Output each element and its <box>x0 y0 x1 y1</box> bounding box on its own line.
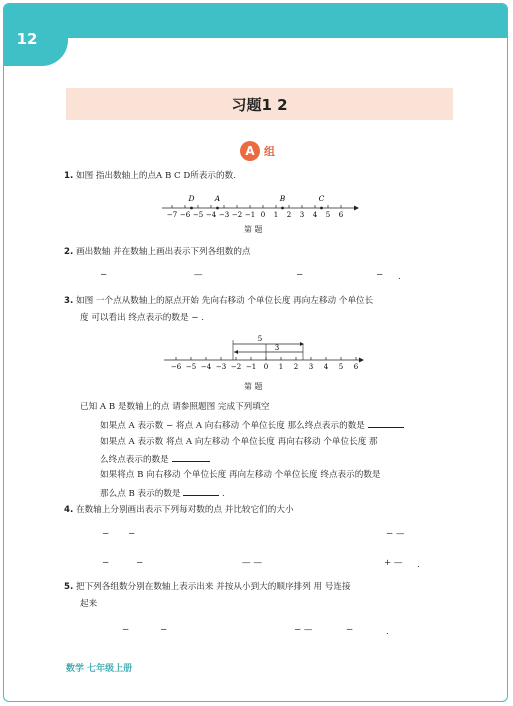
group-label: 组 <box>264 145 275 158</box>
q4-row1-item-2: − <box>128 529 136 539</box>
q5-line1: 把下列各组数分别在数轴上表示出来 并按从小到大的顺序排列 用 号连接 <box>75 582 351 592</box>
section-title: 习题1 2 <box>231 95 288 114</box>
q1-tick-label: 6 <box>338 211 344 219</box>
q3-tick-label: 1 <box>278 363 284 371</box>
q4-row1-item-1: − <box>102 529 110 539</box>
q3-tick-label: −5 <box>185 363 197 371</box>
q1-tick-label: −4 <box>205 211 217 219</box>
q3-tick-label: −1 <box>245 363 257 371</box>
q3-sub3b <box>100 486 225 501</box>
q4-number: 4. <box>64 505 74 515</box>
q1-tick-label: 1 <box>273 211 279 219</box>
q3-arrow-label-3: 3 <box>274 344 280 352</box>
q2-number: 2. <box>64 247 74 257</box>
q5-item-3: − — <box>294 625 313 635</box>
q3-sub2b-text: 么终点表示的数是 <box>100 455 169 465</box>
q4-text: 在数轴上分别画出表示下列每对数的点 并比较它们的大小 <box>75 505 294 515</box>
q1-point <box>320 207 323 210</box>
q3-sub3-period: . <box>222 489 225 499</box>
footer-book-title: 数学 七年级上册 <box>66 664 133 674</box>
q3-axis-arrow <box>359 358 364 363</box>
q1-point-label: D <box>188 194 195 203</box>
q3-tick-label: 3 <box>308 363 314 371</box>
q3-arrow-label-5: 5 <box>257 335 263 343</box>
group-heading <box>240 141 275 161</box>
q4-stem <box>64 504 294 517</box>
q3-number: 3. <box>64 296 74 306</box>
q3-tick-label: −4 <box>200 363 212 371</box>
q5-item-4: − <box>346 625 354 635</box>
q5-stem-line1 <box>64 581 351 594</box>
q5-item-5: . <box>386 627 389 637</box>
q3-sub3b-text: 那么点 B 表示的数是 <box>100 489 181 499</box>
q1-tick-label: −3 <box>218 211 230 219</box>
q3-tick-label: −2 <box>230 363 242 371</box>
q1-point <box>190 207 193 210</box>
q3-tick-label: −6 <box>170 363 182 371</box>
q3-tick-label: −3 <box>215 363 227 371</box>
q5-item-2: − <box>160 625 168 635</box>
q4-row2-item-2: − <box>136 558 144 568</box>
q2-item-1: − <box>100 270 108 280</box>
q2-item-2: — <box>194 270 203 280</box>
q3-sub3a: 如果将点 B 向右移动 个单位长度 再向左移动 个单位长度 终点表示的数是 <box>100 470 381 480</box>
q4-row2-item-3: — — <box>242 558 262 568</box>
q3-tick-label: 4 <box>323 363 329 371</box>
q5-number: 5. <box>64 582 74 592</box>
q3-tick-label: 5 <box>338 363 344 371</box>
q3-sub1 <box>100 418 404 433</box>
q3-sub1-text: 如果点 A 表示数 − 将点 A 向右移动 个单位长度 那么终点表示的数是 <box>100 421 365 431</box>
q2-text: 画出数轴 并在数轴上画出表示下列各组数的点 <box>75 247 251 257</box>
q1-axis-arrow <box>354 206 359 211</box>
q1-number: 1. <box>64 171 74 181</box>
q2-stem <box>64 246 251 259</box>
q1-tick-label: −2 <box>231 211 243 219</box>
q1-point <box>281 207 284 210</box>
q5-line2: 起来 <box>80 599 98 609</box>
q3-move-right-head <box>300 342 304 346</box>
q1-tick-label: −6 <box>179 211 191 219</box>
q1-tick-label: −5 <box>192 211 204 219</box>
page-frame <box>3 3 508 702</box>
q1-point-label: B <box>279 194 286 203</box>
q2-item-3: − <box>296 270 304 280</box>
page-number-tab <box>4 4 68 66</box>
q1-figure-caption: 第 题 <box>244 225 263 234</box>
q1-tick-label: −1 <box>244 211 256 219</box>
top-band <box>4 4 508 38</box>
q3-figure-caption: 第 题 <box>244 382 263 391</box>
q2-item-5: . <box>398 272 401 282</box>
q1-point-label: A <box>214 194 221 203</box>
q3-tick-label: 0 <box>263 363 269 371</box>
q3-tick-label: 2 <box>293 363 299 371</box>
q3-line2: 度 可以看出 终点表示的数是 − . <box>80 313 204 323</box>
q5-item-1: − <box>122 625 130 635</box>
q1-point <box>216 207 219 210</box>
q1-stem <box>64 170 236 183</box>
q3-sub3-blank[interactable] <box>183 486 219 496</box>
q3-sub2a: 如果点 A 表示数 将点 A 向左移动 个单位长度 再向右移动 个单位长度 那 <box>100 437 378 447</box>
page-number: 12 <box>16 30 38 48</box>
q1-text: 如图 指出数轴上的点A B C D所表示的数. <box>75 171 236 181</box>
q1-point-label: C <box>318 194 325 203</box>
section-title-bar <box>66 88 453 120</box>
q1-tick-label: 5 <box>325 211 331 219</box>
q4-row2-item-1: − <box>102 558 110 568</box>
q3-tick-label: 6 <box>353 363 359 371</box>
q1-tick-label: 3 <box>299 211 305 219</box>
q2-item-4: − <box>376 270 384 280</box>
q4-row1-item-3: − — <box>386 529 405 539</box>
q1-tick-label: 4 <box>312 211 318 219</box>
q4-row2-item-5: . <box>417 560 420 570</box>
q3-move-left-head <box>234 350 238 354</box>
q3-line1: 如图 一个点从数轴上的原点开始 先向右移动 个单位长度 再向左移动 个单位长 <box>75 296 374 306</box>
q1-tick-label: −7 <box>166 211 178 219</box>
q3-sub2-blank[interactable] <box>172 452 210 462</box>
q1-tick-label: 2 <box>286 211 292 219</box>
q4-row2-item-4: + — <box>384 558 403 568</box>
q3-sub1-blank[interactable] <box>368 418 404 428</box>
q3-stem-line1 <box>64 295 373 308</box>
q3-sub2b <box>100 452 210 467</box>
q3-intro: 已知 A B 是数轴上的点 请参照题图 完成下列填空 <box>80 402 270 412</box>
q1-tick-label: 0 <box>260 211 266 219</box>
group-badge: A <box>240 141 260 161</box>
